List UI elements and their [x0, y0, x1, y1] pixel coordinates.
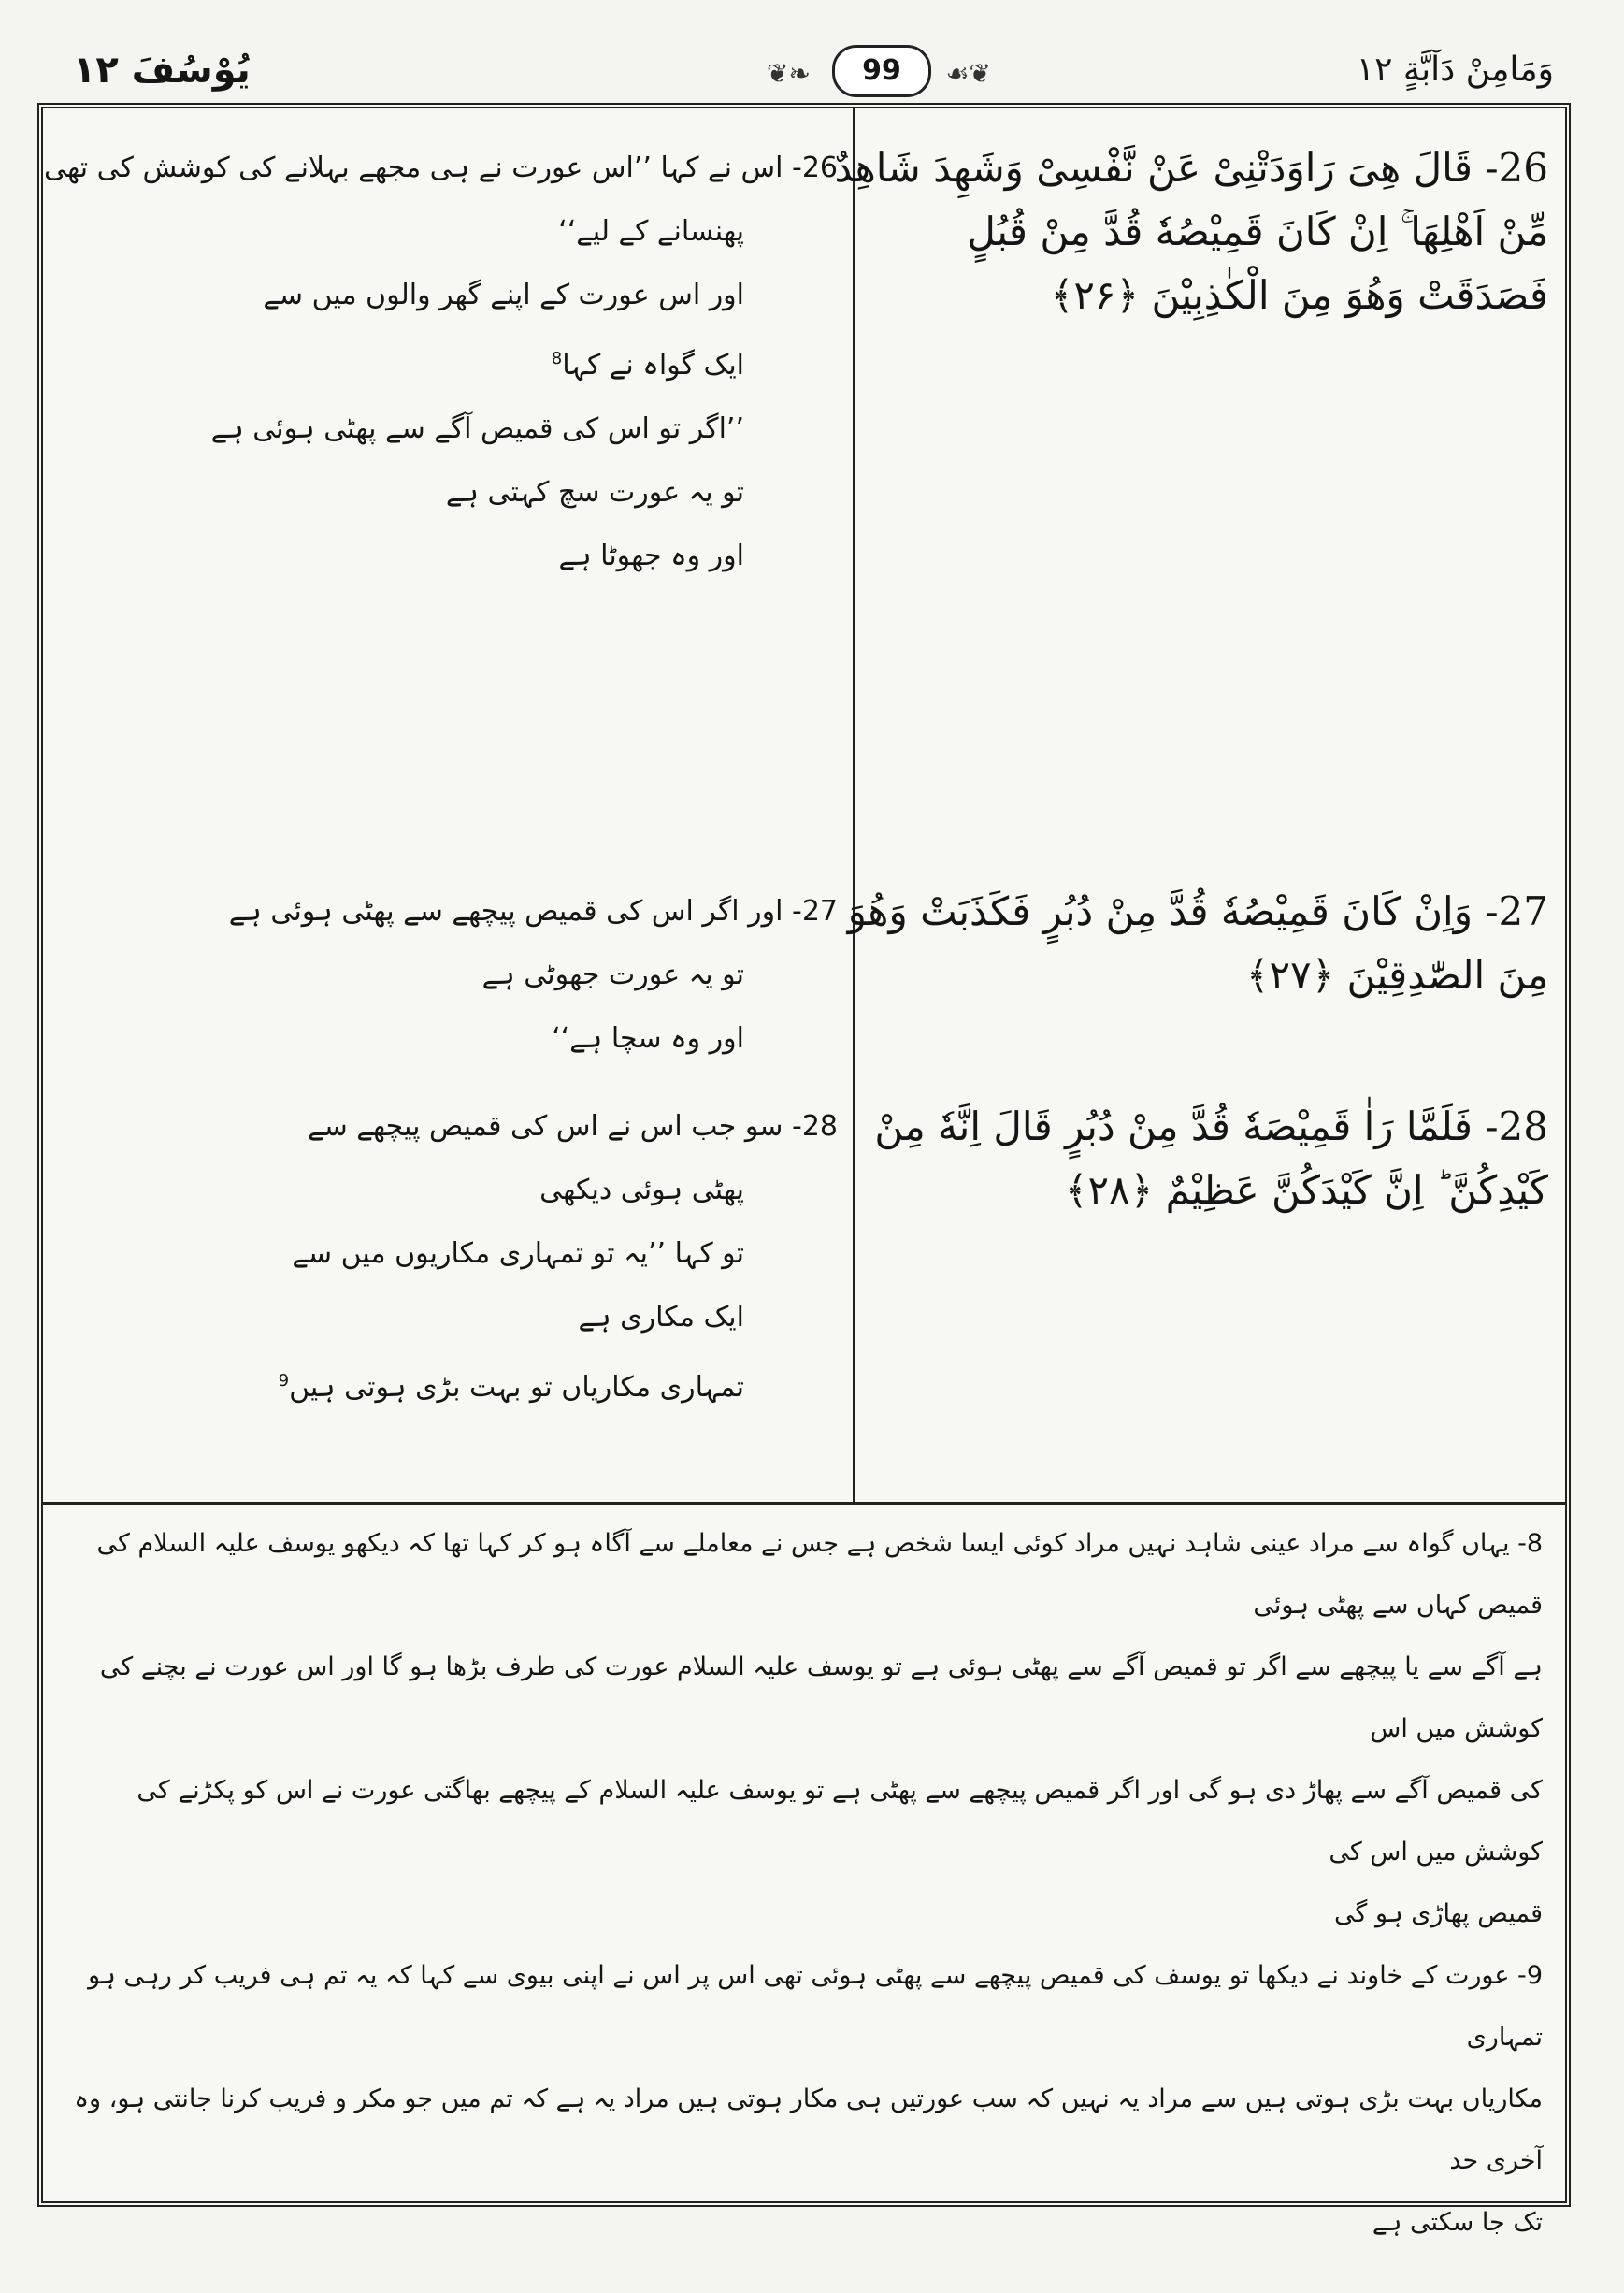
page-header	[56, 41, 1571, 107]
urdu-line	[71, 1349, 838, 1420]
verse-26-arabic	[834, 137, 1548, 327]
footnote-line: 9- عورت کے خاوند نے دیکھا تو یوسف کی قمیص پیچھے سے پھٹی ہوئی تھی اس پر اس نے اپنی بیوی سے کہا کہ یہ تم ہی فریب کر رہی ہو تمہاری	[88, 1961, 1543, 2052]
urdu-line	[71, 327, 838, 397]
arabic-line: مِّنْ اَهْلِهَا ۚ اِنْ كَانَ قَمِيْصُهٗ قُدَّ مِنْ قُبُلٍ	[967, 209, 1548, 254]
para-name: وَمَامِنْ دَآبَّةٍ ۱۲	[1356, 50, 1554, 89]
verse-28-arabic	[866, 1095, 1548, 1222]
page-number: 99	[832, 45, 931, 97]
page-number-ornament	[767, 41, 991, 101]
urdu-line: پھٹی ہوئی دیکھی	[539, 1174, 744, 1206]
surah-name: یُوْسُفَ ۱۲	[73, 49, 251, 92]
footnote-line: ہے آگے سے یا پیچھے سے اگر تو قمیص آگے سے پھٹی ہوئی ہے تو یوسف علیہ السلام عورت کی طرف بڑھا ہو گا اور اس عورت نے بچنے کی کوشش میں اس	[99, 1652, 1543, 1743]
urdu-line: اور اس عورت کے اپنے گھر والوں میں سے	[263, 279, 744, 311]
urdu-line: 27- اور اگر اس کی قمیص پیچھے سے پھٹی ہوئی ہے	[228, 895, 838, 928]
footnote-ref-8[interactable]: 8	[551, 349, 563, 368]
arabic-line: كَيْدِكُنَّ ؕ اِنَّ كَيْدَكُنَّ عَظِيْمٌ ﴿۲۸﴾	[1064, 1167, 1548, 1213]
urdu-line: پھنسانے کے لیے‘‘	[558, 215, 744, 248]
urdu-line: 28- سو جب اس نے اس کی قمیص پیچھے سے	[308, 1110, 838, 1143]
arabic-line: فَصَدَقَتْ وَهُوَ مِنَ الْكٰذِبِيْنَ ﴿۲۶﴾	[1050, 272, 1548, 318]
footnote-line: کی قمیص آگے سے پھاڑ دی ہو گی اور اگر قمیص پیچھے سے پھٹی ہے تو یوسف علیہ السلام کے پیچھے بھاگتی عورت نے اس کو پکڑنے کی کوشش میں اس کی	[137, 1776, 1543, 1867]
arabic-line: 28- فَلَمَّا رَاٰ قَمِيْصَهٗ قُدَّ مِنْ دُبُرٍ قَالَ اِنَّهٗ مِنْ	[874, 1103, 1548, 1149]
footnote-line: 8- یہاں گواہ سے مراد عینی شاہد نہیں مراد کوئی ایسا شخص ہے جس نے معاملے سے آگاہ ہو کر کہا تھا کہ دیکھو یوسف علیہ السلام کی قمیص کہاں سے پھٹی ہوئی	[96, 1529, 1543, 1620]
urdu-line: تو یہ عورت جھوٹی ہے	[481, 959, 744, 991]
urdu-line: تو یہ عورت سچ کہتی ہے	[445, 476, 744, 509]
footnote-ref-9[interactable]: 9	[278, 1371, 290, 1391]
urdu-text: تمہاری مکاریاں تو بہت بڑی ہوتی ہیں	[289, 1371, 744, 1404]
footnotes-section	[65, 1513, 1543, 2254]
left-ornament-icon: ❦❧	[767, 58, 811, 89]
arabic-line: مِنَ الصّٰدِقِيْنَ ﴿۲۷﴾	[1245, 952, 1548, 998]
footnote-line: قمیص پھاڑی ہو گی	[1334, 1899, 1543, 1928]
column-divider	[853, 108, 855, 1502]
footnote-line: مکاریاں بہت بڑی ہوتی ہیں سے مراد یہ نہیں کہ سب عورتیں ہی مکار ہوتی ہیں مراد یہ ہے کہ تم میں جو مکر و فریب کرنا جانتی ہو، وہ آخری حد	[74, 2084, 1543, 2175]
page-frame	[37, 103, 1571, 2237]
urdu-line: ایک مکاری ہے	[578, 1301, 744, 1334]
urdu-text: ایک گواہ نے کہا	[562, 349, 744, 382]
urdu-line: اور وہ جھوٹا ہے	[558, 540, 744, 572]
urdu-line: اور وہ سچا ہے‘‘	[552, 1022, 744, 1055]
footnote-line: تک جا سکتی ہے	[1372, 2208, 1543, 2237]
footnote-divider	[43, 1502, 1565, 1505]
verse-27-arabic	[847, 880, 1548, 1007]
arabic-line: 27- وَاِنْ كَانَ قَمِيْصُهٗ قُدَّ مِنْ دُبُرٍ فَكَذَبَتْ وَهُوَ	[847, 888, 1548, 934]
right-ornament-icon: ☙❦	[945, 58, 991, 89]
verse-27-urdu	[71, 880, 838, 1071]
urdu-line: 26- اس نے کہا ’’اس عورت نے ہی مجھے بہلانے کی کوشش کی تھی	[43, 151, 838, 184]
verse-26-urdu	[43, 137, 838, 588]
arabic-line: 26- قَالَ هِىَ رَاوَدَتْنِىْ عَنْ نَّفْسِىْ وَشَهِدَ شَاهِدٌ	[834, 145, 1548, 191]
urdu-line: ’’اگر تو اس کی قمیص آگے سے پھٹی ہوئی ہے	[210, 412, 744, 445]
verse-28-urdu	[71, 1095, 838, 1420]
urdu-line: تو کہا ’’یہ تو تمہاری مکاریوں میں سے	[292, 1237, 744, 1270]
